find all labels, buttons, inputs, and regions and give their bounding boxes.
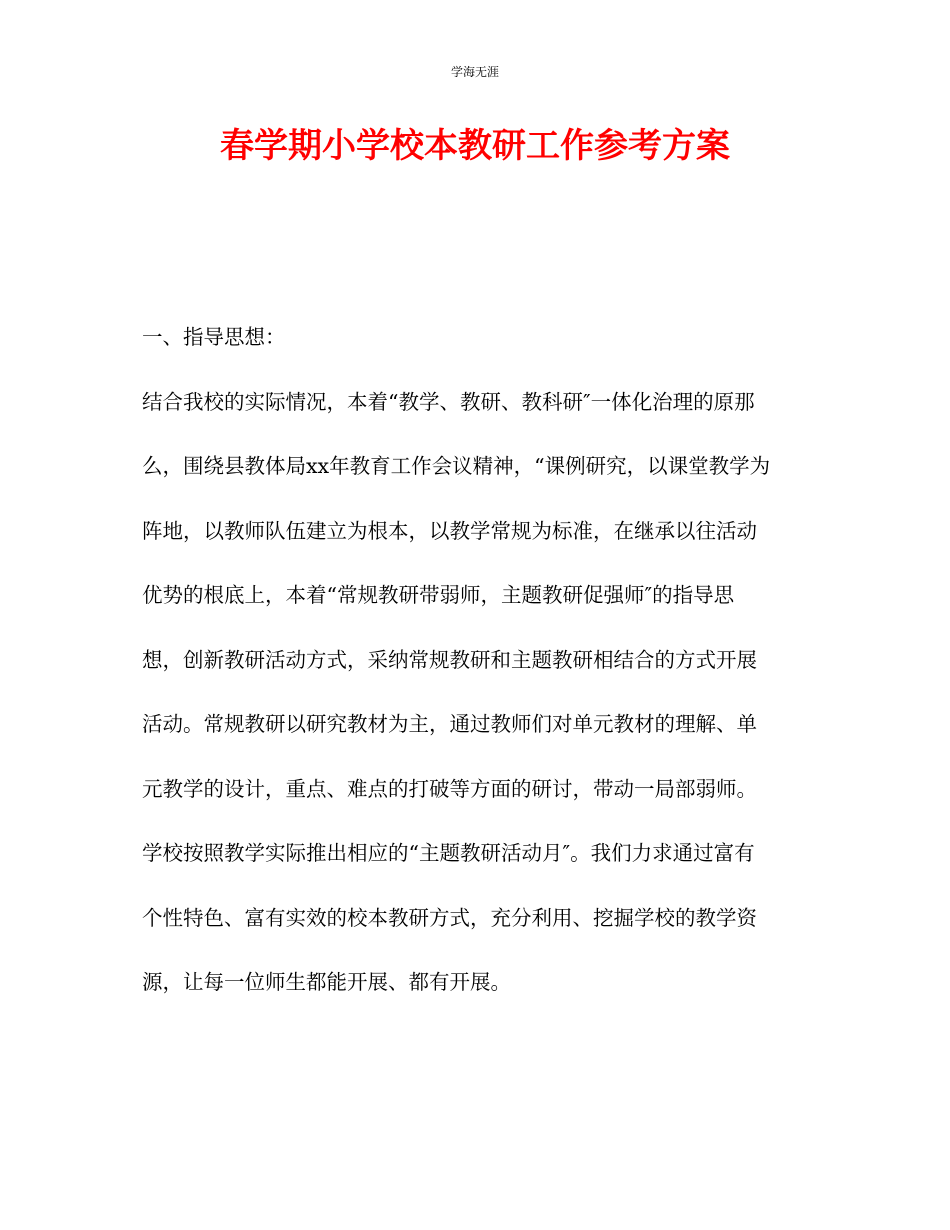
paragraph-line: 优势的根底上，本着“常规教研带弱师，主题教研促强师″的指导思 — [142, 583, 735, 607]
paragraph-line: 阵地，以教师队伍建立为根本，以教学常规为标准，在继承以往活动 — [142, 518, 757, 543]
document-body — [142, 319, 822, 1029]
paragraph-line: 结合我校的实际情况，本着“教学、教研、教科研″一体化治理的原那 — [142, 389, 755, 414]
paragraph-line: 学校按照教学实际推出相应的“主题教研活动月″。我们力求通过富有 — [142, 841, 755, 865]
paragraph-line: 么，围绕县教体局xx年教育工作会议精神，“课例研究，以课堂教学为 — [142, 454, 771, 478]
paragraph-line: 源，让每一位师生都能开展、都有开展。 — [142, 970, 511, 994]
paragraph-line: 个性特色、富有实效的校本教研方式，充分利用、挖掘学校的教学资 — [142, 905, 757, 930]
paragraph-line: 元教学的设计，重点、难点的打破等方面的研讨，带动一局部弱师。 — [142, 776, 757, 801]
paragraph-line: 想，创新教研活动方式，采纳常规教研和主题教研相结合的方式开展 — [142, 647, 757, 672]
document-title: 春学期小学校本教研工作参考方案 — [220, 126, 730, 166]
page-header: 学海无涯 — [450, 65, 499, 79]
paragraph-line: 活动。常规教研以研究教材为主，通过教师们对单元教材的理解、单 — [142, 712, 757, 736]
section-heading: 一、指导思想： — [142, 325, 286, 349]
